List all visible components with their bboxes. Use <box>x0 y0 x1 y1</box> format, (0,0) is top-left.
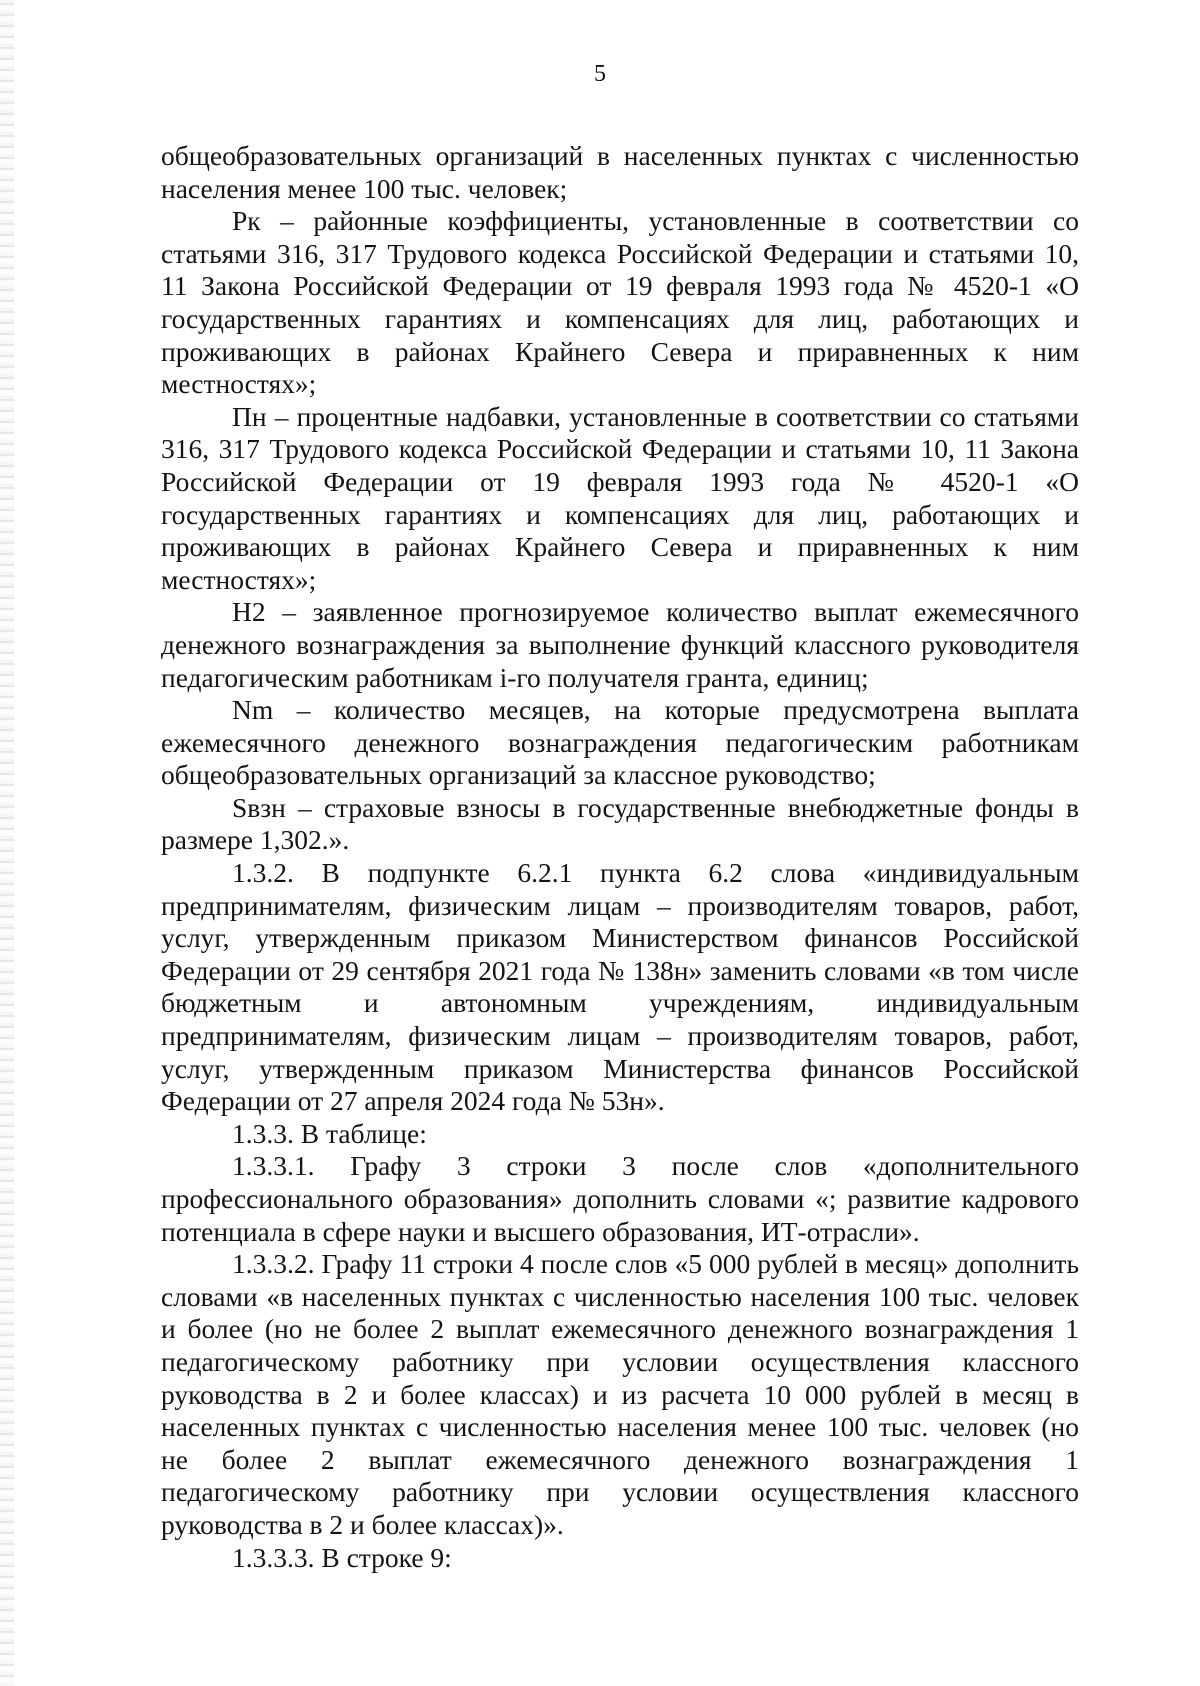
paragraph-nm-definition: Nm – количество месяцев, на которые предусмотрена выплата ежемесячного денежного вознаграждения педагогическим работникам общеобразовательных организаций за классное руководство; <box>161 694 1079 791</box>
paragraph-rk-definition: Рк – районные коэффициенты, установленные в соответствии со статьями 316, 317 Трудового кодекса Российской Федерации и статьями 10, 11 Закона Российской Федерации от 19 февраля 1993 года № 4520-1 «О государственных гарантиях и компенсациях для лиц, работающих и проживающих в районах Крайнего Севера и приравненных к ним местностях»; <box>161 205 1079 400</box>
document-body <box>161 140 1079 1574</box>
paragraph-1-3-3-1: 1.3.3.1. Графу 3 строки 3 после слов «дополнительного профессионального образования» дополнить словами «; развитие кадрового потенциала в сфере науки и высшего образования, ИТ-отрасли». <box>161 1150 1079 1247</box>
page-number: 5 <box>594 61 606 87</box>
paragraph-1-3-2: 1.3.2. В подпункте 6.2.1 пункта 6.2 слова «индивидуальным предпринимателям, физическим лицам – производителям товаров, работ, услуг, утвержденным приказом Министерством финансов Российской Федерации от 29 сентября 2021 года № 138н» заменить словами «в том числе бюджетным и автономным учреждениям, индивидуальным предпринимателям, физическим лицам – производителям товаров, работ, услуг, утвержденным приказом Министерства финансов Российской Федерации от 27 апреля 2024 года № 53н». <box>161 857 1079 1117</box>
paragraph-pn-definition: Пн – процентные надбавки, установленные в соответствии со статьями 316, 317 Трудового кодекса Российской Федерации и статьями 10, 11 Закона Российской Федерации от 19 февраля 1993 года № 4520-1 «О государственных гарантиях и компенсациях для лиц, работающих и проживающих в районах Крайнего Севера и приравненных к ним местностях»; <box>161 400 1079 595</box>
paragraph-continuation: общеобразовательных организаций в населенных пунктах с численностью населения менее 100 тыс. человек; <box>161 140 1079 204</box>
paragraph-h2-definition: Н2 – заявленное прогнозируемое количество выплат ежемесячного денежного вознаграждения за выполнение функций классного руководителя педагогическим работникам i-го получателя гранта, единиц; <box>161 596 1079 693</box>
paragraph-1-3-3-3: 1.3.3.3. В строке 9: <box>232 1541 452 1573</box>
scan-edge-artifact <box>0 0 14 1686</box>
paragraph-1-3-3-2: 1.3.3.2. Графу 11 строки 4 после слов «5 000 рублей в месяц» дополнить словами «в населенных пунктах с численностью населения 100 тыс. человек и более (но не более 2 выплат ежемесячного денежного вознаграждения 1 педагогическому работнику при условии осуществления классного руководства в 2 и более классах) и из расчета 10 000 рублей в месяц в населенных пунктах с численностью населения менее 100 тыс. человек (но не более 2 выплат ежемесячного денежного вознаграждения 1 педагогическому работнику при условии осуществления классного руководства в 2 и более классах)». <box>161 1248 1079 1540</box>
paragraph-svzn-definition: Sвзн – страховые взносы в государственные внебюджетные фонды в размере 1,302.». <box>161 791 1079 856</box>
paragraph-1-3-3: 1.3.3. В таблице: <box>232 1117 427 1149</box>
